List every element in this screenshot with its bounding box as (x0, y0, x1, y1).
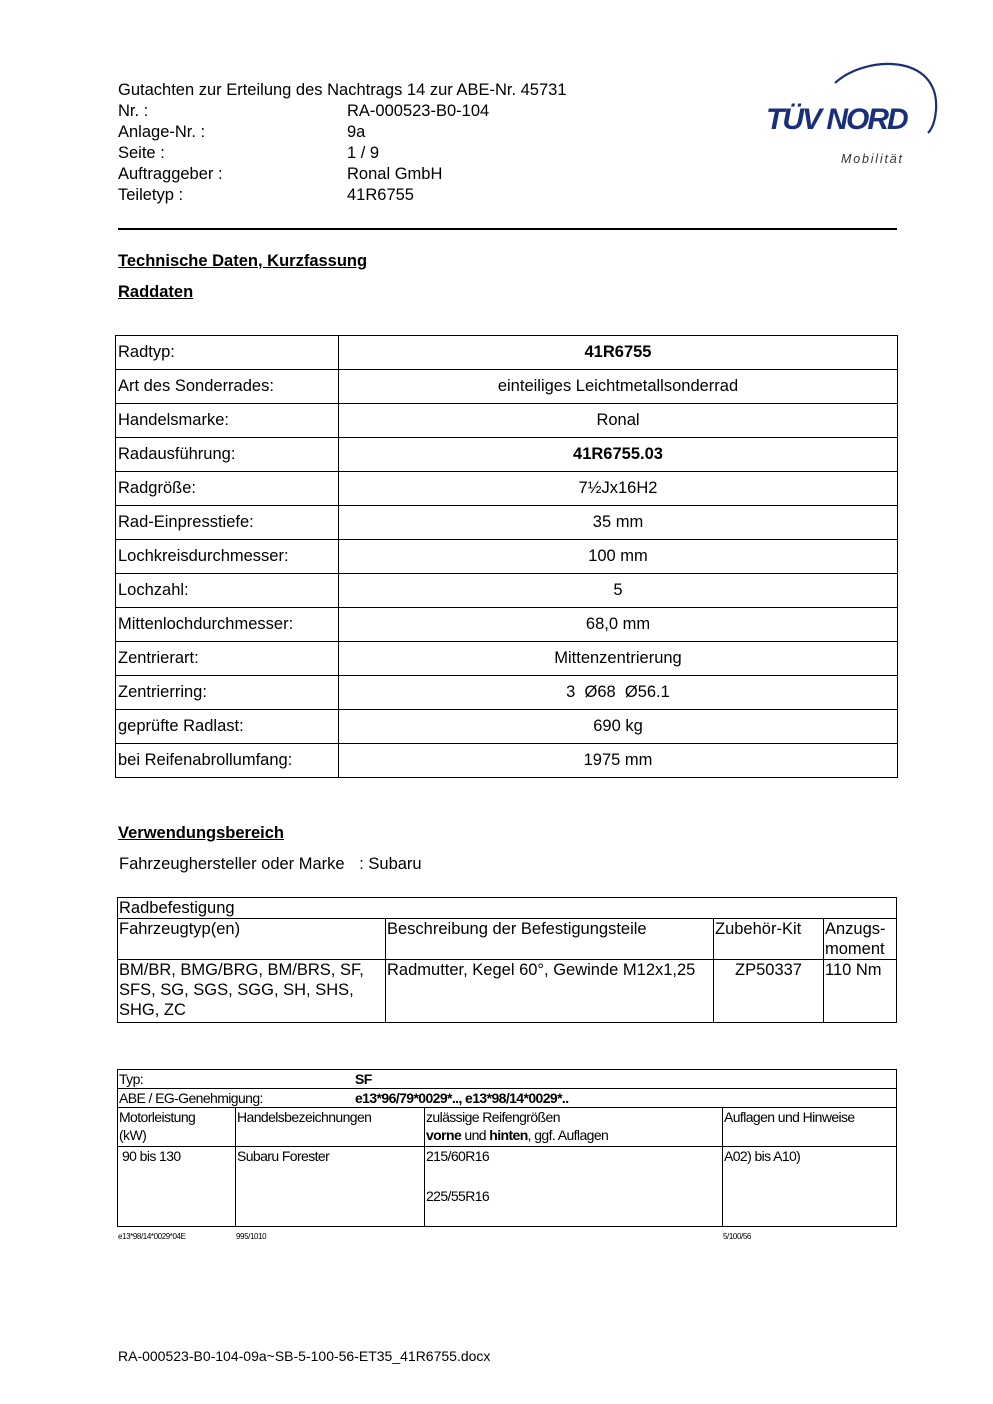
reifen-cell (425, 1147, 723, 1227)
typ-foot-right: 5/100/56 (723, 1232, 751, 1241)
table-row (118, 919, 897, 960)
abe-value: e13*96/79*0029*.., e13*98/14*0029*.. (355, 1090, 569, 1106)
befestigung-table (117, 897, 897, 1023)
table-row (116, 472, 898, 506)
raddaten-value: 68,0 mm (339, 608, 898, 642)
raddaten-value: 1975 mm (339, 744, 898, 778)
raddaten-value: 41R6755 (339, 336, 898, 370)
logo-subtitle: Mobilität (841, 152, 904, 166)
header-row-nr: Nr. : RA-000523-B0-104 (118, 102, 490, 120)
raddaten-key: Zentrierring: (116, 676, 339, 710)
document-title: Gutachten zur Erteilung des Nachtrags 14 zur ABE-Nr. 45731 (118, 81, 567, 99)
auflagen-value: A02) bis A10) (723, 1147, 897, 1227)
raddaten-value: 5 (339, 574, 898, 608)
page-footer: RA-000523-B0-104-09a~SB-5-100-56-ET35_41R6755.docx (118, 1348, 491, 1364)
typ-label: Typ: (119, 1071, 144, 1087)
typ-foot-left: e13*98/14*0029*04E (118, 1232, 186, 1241)
befestigung-title: Radbefestigung (118, 898, 897, 919)
raddaten-value: 7½Jx16H2 (339, 472, 898, 506)
section-verwendung-heading: Verwendungsbereich (118, 824, 284, 842)
raddaten-value: 35 mm (339, 506, 898, 540)
header-auflagen: Auflagen und Hinweise (723, 1108, 897, 1147)
raddaten-key: Radgröße: (116, 472, 339, 506)
hersteller-line (119, 855, 422, 874)
section-tech-heading: Technische Daten, Kurzfassung (118, 252, 368, 270)
raddaten-key: geprüfte Radlast: (116, 710, 339, 744)
header-handelsbezeichnungen: Handelsbezeichnungen (236, 1108, 425, 1147)
raddaten-key: Handelsmarke: (116, 404, 339, 438)
section-raddaten-heading: Raddaten (118, 283, 194, 301)
hersteller-separator: : (359, 855, 364, 873)
motorleistung-value: 90 bis 130 (118, 1147, 236, 1227)
typ-value: SF (355, 1071, 372, 1087)
raddaten-value: 3 Ø68 Ø56.1 (339, 676, 898, 710)
raddaten-key: Radtyp: (116, 336, 339, 370)
table-row (116, 540, 898, 574)
raddaten-key: Zentrierart: (116, 642, 339, 676)
raddaten-table (115, 335, 898, 778)
table-row (116, 676, 898, 710)
header-row-teiletyp: Teiletyp : 41R6755 (118, 186, 414, 204)
raddaten-key: Lochzahl: (116, 574, 339, 608)
raddaten-key: bei Reifenabrollumfang: (116, 744, 339, 778)
befestigung-typ: BM/BR, BMG/BRG, BM/BRS, SF, SFS, SG, SGS, SGG, SH, SHS, SHG, ZC (118, 960, 386, 1023)
befestigung-beschreibung: Radmutter, Kegel 60°, Gewinde M12x1,25 (386, 960, 714, 1023)
befestigung-header-typ: Fahrzeugtyp(en) (118, 919, 386, 960)
raddaten-value: Mittenzentrierung (339, 642, 898, 676)
table-row (116, 336, 898, 370)
typ-table (117, 1069, 897, 1227)
raddaten-value: 41R6755.03 (339, 438, 898, 472)
table-row (118, 898, 897, 919)
header-divider (118, 228, 897, 230)
befestigung-header-beschreibung: Beschreibung der Befestigungsteile (386, 919, 714, 960)
abe-row (118, 1089, 897, 1108)
raddaten-key: Radausführung: (116, 438, 339, 472)
table-row (116, 710, 898, 744)
table-row (118, 960, 897, 1023)
raddaten-value: einteiliges Leichtmetallsonderrad (339, 370, 898, 404)
table-row (116, 438, 898, 472)
reifen-size-1: 215/60R16 (426, 1148, 490, 1164)
table-row (118, 1147, 897, 1227)
reifen-size-2: 225/55R16 (426, 1188, 490, 1204)
table-row (118, 1089, 897, 1108)
table-row (116, 506, 898, 540)
header-reifengroessen: zulässige Reifengrößen vorne und hinten, ggf. Auflagen (425, 1108, 723, 1147)
hersteller-value: Subaru (368, 855, 422, 873)
raddaten-value: 100 mm (339, 540, 898, 574)
table-row (116, 404, 898, 438)
logo-brand: TÜV NORD (766, 103, 907, 136)
raddaten-value: Ronal (339, 404, 898, 438)
hersteller-label: Fahrzeughersteller oder Marke (119, 855, 345, 873)
raddaten-value: 690 kg (339, 710, 898, 744)
header-row-anlage: Anlage-Nr. : 9a (118, 123, 366, 141)
tuv-nord-logo (760, 55, 945, 175)
header-motorleistung: Motorleistung (kW) (118, 1108, 236, 1147)
handelsbezeichnung-value: Subaru Forester (236, 1147, 425, 1227)
table-row (116, 744, 898, 778)
table-row (118, 1070, 897, 1089)
typ-foot-mid: 995/1010 (236, 1232, 267, 1241)
table-row (116, 574, 898, 608)
befestigung-header-moment: Anzugs- moment (824, 919, 897, 960)
abe-label: ABE / EG-Genehmigung: (119, 1090, 263, 1106)
befestigung-header-kit: Zubehör-Kit (714, 919, 824, 960)
befestigung-kit: ZP50337 (714, 960, 824, 1023)
raddaten-key: Mittenlochdurchmesser: (116, 608, 339, 642)
header-row-seite: Seite : 1 / 9 (118, 144, 380, 162)
typ-row (118, 1070, 897, 1089)
header-row-auftraggeber: Auftraggeber : Ronal GmbH (118, 165, 443, 183)
raddaten-key: Art des Sonderrades: (116, 370, 339, 404)
befestigung-moment: 110 Nm (824, 960, 897, 1023)
table-row (118, 1108, 897, 1147)
table-row (116, 642, 898, 676)
table-row (116, 370, 898, 404)
raddaten-key: Rad-Einpresstiefe: (116, 506, 339, 540)
raddaten-key: Lochkreisdurchmesser: (116, 540, 339, 574)
table-row (116, 608, 898, 642)
